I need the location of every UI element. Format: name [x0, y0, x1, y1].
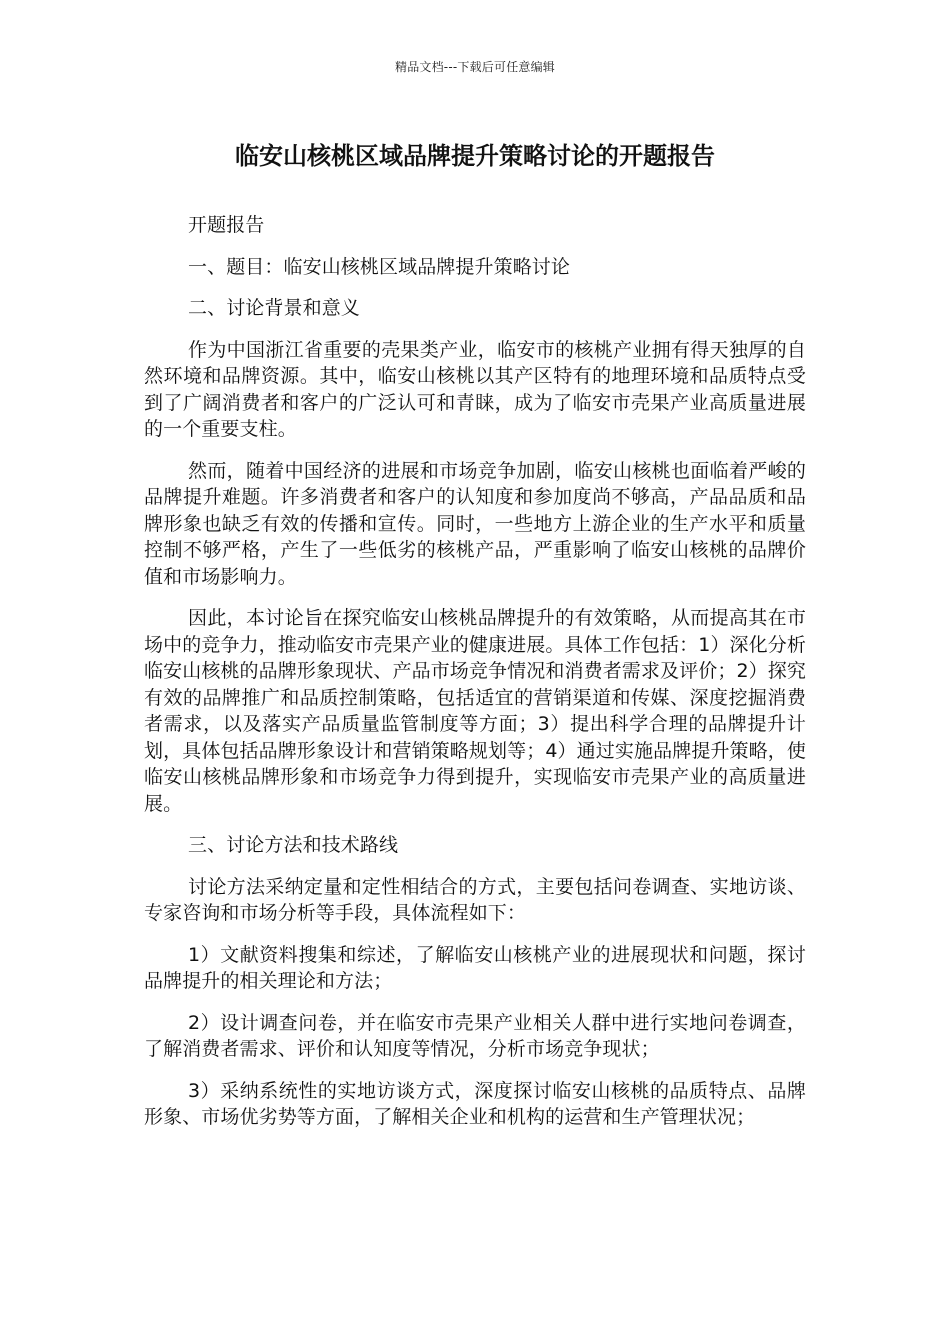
document-body	[144, 212, 806, 1146]
section-label-report: 开题报告	[188, 214, 265, 236]
section-heading-topic: 一、题目：临安山核桃区域品牌提升策略讨论	[188, 255, 571, 278]
paragraph-method-step-2: 2）设计调查问卷，并在临安市壳果产业相关人群中进行实地问卷调查，了解消费者需求、评价和认知度等情况，分析市场竞争现状；	[144, 1011, 806, 1060]
paragraph-method-step-3: 3）采纳系统性的实地访谈方式，深度探讨临安山核桃的品质特点、品牌形象、市场优劣势等方面，了解相关企业和机构的运营和生产管理状况；	[144, 1079, 806, 1128]
paragraph-methods-intro: 讨论方法采纳定量和定性相结合的方式，主要包括问卷调查、实地访谈、专家咨询和市场分析等手段，具体流程如下：	[144, 875, 806, 924]
paragraph-background-1: 作为中国浙江省重要的壳果类产业，临安市的核桃产业拥有得天独厚的自然环境和品牌资源。其中，临安山核桃以其产区特有的地理环境和品质特点受到了广阔消费者和客户的广泛认可和青睐，成为了临安市壳果产业高质量进展的一个重要支柱。	[144, 338, 806, 440]
section-heading-methods: 三、讨论方法和技术路线	[188, 834, 399, 856]
header-note: 精品文档---下载后可任意编辑	[395, 60, 555, 74]
paragraph-background-2: 然而，随着中国经济的进展和市场竞争加剧，临安山核桃也面临着严峻的品牌提升难题。许多消费者和客户的认知度和参加度尚不够高，产品品质和品牌形象也缺乏有效的传播和宣传。同时，一些地方上游企业的生产水平和质量控制不够严格，产生了一些低劣的核桃产品，严重影响了临安山核桃的品牌价值和市场影响力。	[144, 459, 806, 588]
document-title: 临安山核桃区域品牌提升策略讨论的开题报告	[235, 142, 715, 170]
paragraph-background-3: 因此，本讨论旨在探究临安山核桃品牌提升的有效策略，从而提高其在市场中的竞争力，推动临安市壳果产业的健康进展。具体工作包括：1）深化分析临安山核桃的品牌形象现状、产品市场竞争情况和消费者需求及评价；2）探究有效的品牌推广和品质控制策略，包括适宜的营销渠道和传媒、深度挖掘消费者需求，以及落实产品质量监管制度等方面；3）提出科学合理的品牌提升计划，具体包括品牌形象设计和营销策略规划等；4）通过实施品牌提升策略，使临安山核桃品牌形象和市场竞争力得到提升，实现临安市壳果产业的高质量进展。	[144, 607, 806, 815]
paragraph-method-step-1: 1）文献资料搜集和综述，了解临安山核桃产业的进展现状和问题，探讨品牌提升的相关理论和方法；	[144, 943, 806, 992]
section-heading-background: 二、讨论背景和意义	[188, 297, 360, 319]
